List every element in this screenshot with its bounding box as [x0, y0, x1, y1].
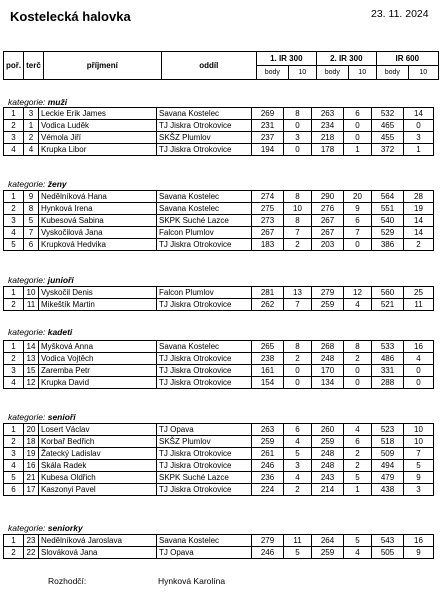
- cell-ir2-body: 248: [312, 353, 344, 365]
- cell-ir1-ten: 4: [284, 472, 312, 484]
- cell-club: TJ Jiskra Otrokovice: [157, 299, 252, 311]
- cell-ir2-body: 290: [312, 191, 344, 203]
- cell-ir1-body: 224: [252, 484, 284, 496]
- cell-target: 17: [24, 484, 39, 496]
- col-header-ten: 10: [408, 66, 438, 80]
- category-prefix: kategorie:: [8, 179, 46, 189]
- cell-ir2-body: 203: [312, 239, 344, 251]
- results-table: [3, 107, 434, 156]
- cell-ir2-body: 268: [312, 341, 344, 353]
- category-label: [8, 275, 74, 285]
- category-name: muži: [47, 97, 68, 107]
- cell-ir600-ten: 0: [404, 365, 434, 377]
- cell-ir2-ten: 6: [344, 108, 372, 120]
- col-header-ten: 10: [288, 66, 316, 80]
- category-label: [8, 412, 76, 422]
- cell-ir600-body: 288: [372, 377, 404, 389]
- cell-rank: 4: [4, 227, 24, 239]
- cell-name: Vyskočilová Jana: [39, 227, 157, 239]
- table-row: [4, 108, 434, 120]
- cell-ir2-body: 263: [312, 108, 344, 120]
- cell-target: 12: [24, 377, 39, 389]
- cell-ir1-body: 161: [252, 365, 284, 377]
- cell-ir600-ten: 1: [404, 144, 434, 156]
- cell-ir2-body: 134: [312, 377, 344, 389]
- cell-target: 14: [24, 341, 39, 353]
- cell-ir1-body: 275: [252, 203, 284, 215]
- cell-ir1-ten: 2: [284, 239, 312, 251]
- results-table: [3, 190, 434, 251]
- cell-ir1-body: 237: [252, 132, 284, 144]
- cell-ir1-ten: 7: [284, 299, 312, 311]
- cell-ir2-ten: 0: [344, 377, 372, 389]
- cell-ir600-ten: 9: [404, 472, 434, 484]
- cell-rank: 1: [4, 535, 24, 547]
- cell-ir2-ten: 4: [344, 547, 372, 559]
- cell-rank: 1: [4, 287, 24, 299]
- cell-club: Savana Kostelec: [157, 203, 252, 215]
- cell-club: TJ Jiskra Otrokovice: [157, 144, 252, 156]
- cell-ir1-ten: 3: [284, 132, 312, 144]
- cell-club: TJ Jiskra Otrokovice: [157, 120, 252, 132]
- cell-rank: 1: [4, 191, 24, 203]
- cell-ir2-ten: 7: [344, 227, 372, 239]
- cell-ir2-ten: 2: [344, 353, 372, 365]
- cell-ir2-body: 279: [312, 287, 344, 299]
- cell-club: TJ Opava: [157, 547, 252, 559]
- category-label: [8, 179, 67, 189]
- cell-ir2-ten: 1: [344, 144, 372, 156]
- cell-name: Nedělníková Hana: [39, 191, 157, 203]
- cell-ir2-body: 214: [312, 484, 344, 496]
- cell-club: TJ Opava: [157, 424, 252, 436]
- cell-ir1-body: 183: [252, 239, 284, 251]
- results-table: [3, 340, 434, 389]
- col-header-body: body: [316, 66, 348, 80]
- cell-name: Kubesová Sabina: [39, 215, 157, 227]
- cell-ir2-body: 248: [312, 460, 344, 472]
- cell-rank: 3: [4, 132, 24, 144]
- cell-ir600-body: 372: [372, 144, 404, 156]
- cell-name: Hynková Irena: [39, 203, 157, 215]
- cell-ir600-ten: 25: [404, 287, 434, 299]
- cell-ir1-body: 267: [252, 227, 284, 239]
- cell-target: 7: [24, 227, 39, 239]
- cell-name: Leckie Erik James: [39, 108, 157, 120]
- col-header-ir600: IR 600: [376, 52, 438, 66]
- cell-ir1-ten: 2: [284, 353, 312, 365]
- cell-ir600-body: 438: [372, 484, 404, 496]
- col-header-club: oddíl: [161, 52, 256, 80]
- cell-ir1-ten: 11: [284, 535, 312, 547]
- cell-ir600-body: 465: [372, 120, 404, 132]
- cell-ir2-body: 259: [312, 547, 344, 559]
- cell-ir600-ten: 19: [404, 203, 434, 215]
- cell-ir2-body: 267: [312, 227, 344, 239]
- cell-name: Krupková Hedvika: [39, 239, 157, 251]
- results-table: [3, 286, 434, 311]
- category-name: seniorky: [47, 523, 83, 533]
- cell-club: TJ Jiskra Otrokovice: [157, 239, 252, 251]
- category-prefix: kategorie:: [8, 412, 46, 422]
- cell-ir2-ten: 12: [344, 287, 372, 299]
- cell-target: 5: [24, 215, 39, 227]
- cell-rank: 3: [4, 365, 24, 377]
- cell-club: TJ Jiskra Otrokovice: [157, 460, 252, 472]
- cell-ir2-ten: 9: [344, 203, 372, 215]
- table-row: [4, 287, 434, 299]
- cell-rank: 2: [4, 547, 24, 559]
- cell-club: SKŠZ Plumlov: [157, 436, 252, 448]
- cell-ir600-body: 540: [372, 215, 404, 227]
- cell-ir1-body: 263: [252, 424, 284, 436]
- date-label: 23. 11. 2024: [371, 8, 429, 20]
- cell-rank: 1: [4, 341, 24, 353]
- cell-name: Myšková Anna: [39, 341, 157, 353]
- cell-ir1-ten: 8: [284, 108, 312, 120]
- cell-name: Krupka Libor: [39, 144, 157, 156]
- cell-ir1-body: 265: [252, 341, 284, 353]
- cell-ir600-body: 532: [372, 108, 404, 120]
- cell-name: Vémola Jiří: [39, 132, 157, 144]
- cell-club: TJ Jiskra Otrokovice: [157, 448, 252, 460]
- cell-ir1-body: 259: [252, 436, 284, 448]
- cell-ir1-body: 261: [252, 448, 284, 460]
- cell-name: Nedělníková Jaroslava: [39, 535, 157, 547]
- cell-ir2-ten: 4: [344, 299, 372, 311]
- cell-ir1-body: 238: [252, 353, 284, 365]
- cell-club: TJ Jiskra Otrokovice: [157, 365, 252, 377]
- cell-ir1-body: 273: [252, 215, 284, 227]
- cell-ir2-ten: 0: [344, 132, 372, 144]
- cell-name: Žatecký Ladislav: [39, 448, 157, 460]
- cell-name: Vyskočil Denis: [39, 287, 157, 299]
- cell-ir1-ten: 3: [284, 460, 312, 472]
- category-prefix: kategorie:: [8, 275, 46, 285]
- table-row: [4, 535, 434, 547]
- cell-name: Skála Radek: [39, 460, 157, 472]
- cell-ir600-ten: 28: [404, 191, 434, 203]
- cell-target: 8: [24, 203, 39, 215]
- cell-ir600-ten: 4: [404, 353, 434, 365]
- table-row: [4, 460, 434, 472]
- category-prefix: kategorie:: [8, 523, 46, 533]
- cell-ir1-ten: 5: [284, 448, 312, 460]
- cell-ir1-body: 246: [252, 547, 284, 559]
- cell-ir600-body: 543: [372, 535, 404, 547]
- cell-ir600-ten: 11: [404, 299, 434, 311]
- referee-label: Rozhodčí:: [48, 576, 87, 586]
- table-row: [4, 191, 434, 203]
- cell-target: 11: [24, 299, 39, 311]
- cell-club: TJ Jiskra Otrokovice: [157, 377, 252, 389]
- cell-club: Savana Kostelec: [157, 191, 252, 203]
- col-header-body: body: [376, 66, 408, 80]
- cell-ir600-body: 521: [372, 299, 404, 311]
- cell-ir2-body: 248: [312, 448, 344, 460]
- cell-target: 20: [24, 424, 39, 436]
- cell-rank: 6: [4, 484, 24, 496]
- cell-ir600-body: 486: [372, 353, 404, 365]
- cell-rank: 4: [4, 144, 24, 156]
- table-row: [4, 547, 434, 559]
- cell-rank: 2: [4, 299, 24, 311]
- category-label: [8, 523, 83, 533]
- cell-ir2-body: 276: [312, 203, 344, 215]
- cell-ir1-ten: 0: [284, 365, 312, 377]
- cell-ir2-ten: 8: [344, 341, 372, 353]
- cell-rank: 3: [4, 215, 24, 227]
- cell-name: Vodica Luděk: [39, 120, 157, 132]
- cell-target: 6: [24, 239, 39, 251]
- cell-club: SKPK Suché Lazce: [157, 215, 252, 227]
- cell-ir2-ten: 4: [344, 424, 372, 436]
- cell-ir1-ten: 8: [284, 341, 312, 353]
- cell-name: Slováková Jana: [39, 547, 157, 559]
- cell-ir600-ten: 10: [404, 424, 434, 436]
- cell-ir1-body: 236: [252, 472, 284, 484]
- cell-club: Falcon Plumlov: [157, 287, 252, 299]
- cell-target: 18: [24, 436, 39, 448]
- table-row: [4, 144, 434, 156]
- cell-rank: 3: [4, 448, 24, 460]
- cell-ir2-ten: 5: [344, 472, 372, 484]
- cell-ir1-ten: 4: [284, 436, 312, 448]
- cell-ir600-ten: 5: [404, 460, 434, 472]
- cell-ir2-ten: 2: [344, 460, 372, 472]
- table-row: [4, 353, 434, 365]
- table-row: [4, 227, 434, 239]
- header-table: [3, 51, 439, 80]
- cell-ir2-body: 259: [312, 436, 344, 448]
- cell-ir2-ten: 6: [344, 436, 372, 448]
- cell-ir600-body: 560: [372, 287, 404, 299]
- cell-rank: 4: [4, 460, 24, 472]
- category-name: senioři: [47, 412, 76, 422]
- cell-ir2-ten: 2: [344, 448, 372, 460]
- cell-ir1-ten: 6: [284, 424, 312, 436]
- table-row: [4, 203, 434, 215]
- cell-ir1-body: 274: [252, 191, 284, 203]
- cell-ir2-ten: 6: [344, 215, 372, 227]
- cell-target: 16: [24, 460, 39, 472]
- cell-ir600-ten: 16: [404, 341, 434, 353]
- cell-ir600-ten: 14: [404, 227, 434, 239]
- table-row: [4, 484, 434, 496]
- cell-ir2-body: 243: [312, 472, 344, 484]
- table-row: [4, 448, 434, 460]
- page-title: Kostelecká halovka: [10, 9, 131, 24]
- category-prefix: kategorie:: [8, 327, 46, 337]
- table-row: [4, 377, 434, 389]
- table-row: [4, 215, 434, 227]
- cell-target: 4: [24, 144, 39, 156]
- table-row: [4, 436, 434, 448]
- cell-ir2-ten: 5: [344, 535, 372, 547]
- cell-name: Vodica Vojtěch: [39, 353, 157, 365]
- cell-ir1-ten: 0: [284, 144, 312, 156]
- cell-ir2-body: 218: [312, 132, 344, 144]
- cell-rank: 5: [4, 472, 24, 484]
- cell-ir1-body: 246: [252, 460, 284, 472]
- table-row: [4, 472, 434, 484]
- col-header-ir1: 1. IR 300: [256, 52, 316, 66]
- table-row: [4, 239, 434, 251]
- cell-ir600-body: 518: [372, 436, 404, 448]
- table-row: [4, 341, 434, 353]
- cell-ir600-body: 564: [372, 191, 404, 203]
- cell-ir2-ten: 0: [344, 120, 372, 132]
- cell-target: 3: [24, 108, 39, 120]
- cell-ir1-body: 231: [252, 120, 284, 132]
- category-name: junioři: [47, 275, 74, 285]
- cell-ir1-body: 194: [252, 144, 284, 156]
- col-header-name: příjmení: [43, 52, 161, 80]
- cell-rank: 5: [4, 239, 24, 251]
- cell-rank: 4: [4, 377, 24, 389]
- cell-ir1-ten: 10: [284, 203, 312, 215]
- results-table: [3, 534, 434, 559]
- cell-ir600-body: 551: [372, 203, 404, 215]
- cell-ir600-ten: 2: [404, 239, 434, 251]
- table-row: [4, 132, 434, 144]
- cell-ir2-ten: 0: [344, 239, 372, 251]
- category-prefix: kategorie:: [8, 97, 46, 107]
- cell-club: TJ Jiskra Otrokovice: [157, 353, 252, 365]
- cell-ir600-ten: 14: [404, 215, 434, 227]
- col-header-terc: terč: [24, 52, 44, 80]
- cell-name: Korbař Bedřich: [39, 436, 157, 448]
- cell-club: Falcon Plumlov: [157, 227, 252, 239]
- cell-name: Kaszonyi Pavel: [39, 484, 157, 496]
- cell-ir2-body: 234: [312, 120, 344, 132]
- col-header-body: body: [256, 66, 288, 80]
- cell-ir1-body: 262: [252, 299, 284, 311]
- cell-club: Savana Kostelec: [157, 341, 252, 353]
- category-label: [8, 97, 67, 107]
- results-table: [3, 423, 434, 496]
- cell-ir600-body: 533: [372, 341, 404, 353]
- referee-name: Hynková Karolína: [158, 576, 226, 586]
- cell-target: 23: [24, 535, 39, 547]
- table-row: [4, 365, 434, 377]
- cell-ir600-ten: 9: [404, 547, 434, 559]
- cell-ir1-body: 154: [252, 377, 284, 389]
- cell-club: SKŠZ Plumlov: [157, 132, 252, 144]
- cell-ir1-ten: 5: [284, 547, 312, 559]
- cell-name: Kubesa Oldřich: [39, 472, 157, 484]
- cell-rank: 2: [4, 436, 24, 448]
- cell-ir600-ten: 7: [404, 448, 434, 460]
- cell-club: Savana Kostelec: [157, 108, 252, 120]
- cell-ir2-body: 178: [312, 144, 344, 156]
- cell-ir1-ten: 13: [284, 287, 312, 299]
- cell-ir600-body: 479: [372, 472, 404, 484]
- cell-rank: 2: [4, 120, 24, 132]
- table-row: [4, 299, 434, 311]
- cell-ir1-ten: 7: [284, 227, 312, 239]
- cell-ir600-ten: 14: [404, 108, 434, 120]
- cell-name: Losert Václav: [39, 424, 157, 436]
- cell-ir2-body: 260: [312, 424, 344, 436]
- cell-ir1-body: 269: [252, 108, 284, 120]
- cell-ir1-body: 281: [252, 287, 284, 299]
- cell-ir600-ten: 16: [404, 535, 434, 547]
- category-name: ženy: [47, 179, 67, 189]
- cell-target: 10: [24, 287, 39, 299]
- cell-ir600-ten: 0: [404, 120, 434, 132]
- cell-target: 22: [24, 547, 39, 559]
- cell-rank: 2: [4, 353, 24, 365]
- cell-ir2-body: 264: [312, 535, 344, 547]
- cell-target: 13: [24, 353, 39, 365]
- cell-ir2-ten: 20: [344, 191, 372, 203]
- cell-target: 15: [24, 365, 39, 377]
- cell-club: TJ Jiskra Otrokovice: [157, 484, 252, 496]
- cell-name: Krupka David: [39, 377, 157, 389]
- cell-ir1-ten: 0: [284, 120, 312, 132]
- cell-ir600-body: 455: [372, 132, 404, 144]
- table-row: [4, 424, 434, 436]
- cell-club: Savana Kostelec: [157, 535, 252, 547]
- cell-ir1-ten: 2: [284, 484, 312, 496]
- table-row: [4, 120, 434, 132]
- cell-target: 21: [24, 472, 39, 484]
- cell-name: Zaremba Petr: [39, 365, 157, 377]
- cell-ir2-body: 259: [312, 299, 344, 311]
- cell-ir1-ten: 8: [284, 215, 312, 227]
- cell-ir1-ten: 0: [284, 377, 312, 389]
- col-header-ten: 10: [348, 66, 376, 80]
- cell-ir600-body: 523: [372, 424, 404, 436]
- cell-ir2-body: 170: [312, 365, 344, 377]
- category-name: kadeti: [47, 327, 73, 337]
- cell-target: 19: [24, 448, 39, 460]
- cell-ir600-body: 331: [372, 365, 404, 377]
- cell-ir2-ten: 0: [344, 365, 372, 377]
- col-header-ir2: 2. IR 300: [316, 52, 376, 66]
- cell-ir600-body: 505: [372, 547, 404, 559]
- cell-target: 2: [24, 132, 39, 144]
- cell-ir600-ten: 0: [404, 377, 434, 389]
- cell-target: 1: [24, 120, 39, 132]
- cell-name: Mikeštík Martin: [39, 299, 157, 311]
- cell-ir600-body: 509: [372, 448, 404, 460]
- cell-ir600-body: 386: [372, 239, 404, 251]
- cell-ir2-body: 267: [312, 215, 344, 227]
- cell-rank: 2: [4, 203, 24, 215]
- cell-rank: 1: [4, 424, 24, 436]
- cell-ir2-ten: 1: [344, 484, 372, 496]
- category-label: [8, 327, 72, 337]
- cell-ir600-ten: 3: [404, 484, 434, 496]
- cell-ir600-body: 494: [372, 460, 404, 472]
- col-header-por: poř.: [4, 52, 24, 80]
- cell-ir600-ten: 10: [404, 436, 434, 448]
- cell-club: SKPK Suché Lazce: [157, 472, 252, 484]
- cell-ir1-ten: 8: [284, 191, 312, 203]
- cell-rank: 1: [4, 108, 24, 120]
- cell-target: 9: [24, 191, 39, 203]
- cell-ir600-body: 529: [372, 227, 404, 239]
- cell-ir600-ten: 3: [404, 132, 434, 144]
- cell-ir1-body: 279: [252, 535, 284, 547]
